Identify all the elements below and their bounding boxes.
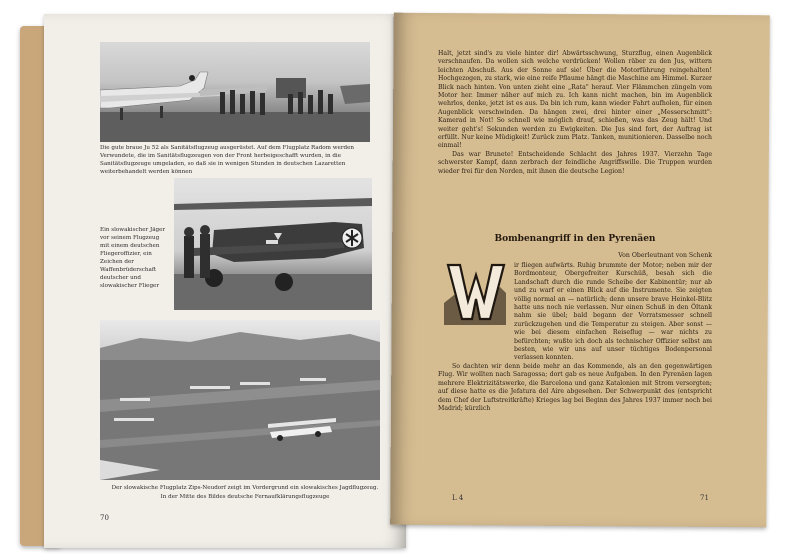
photo-airfield-zips-neudorf bbox=[100, 320, 380, 480]
right-text-block-3 bbox=[438, 262, 712, 413]
paragraph-1: Halt, jetzt sind's zu viele hinter dir! Abwärtsschwung, Sturzflug, einen Augenblick verschnaufen. Da wollen sich welche verdrücken! Wollen räber zu den Jus, wittern leichten Abschuß. Aus der Sonne auf sie! Über die Motorführung reingehalten! Hochgezogen, zu stark, wie eine reife Pflaume hängt die Maschine am Himmel. Kurzer Blick nach hinten. Von unten zieht eine „Rata" herauf. Vier Flämmchen züngeln vom Motor her. Immer näher auf mich zu. Ich kann nicht machen, bin im Augenblick wehrlos, denke, jetzt ist es aus. Da bin ich rum, kann wieder Fahrt aufholen, für einen Augenblick verschwinden. Da hängen zwei, drei hinter einer „Messerschmitt": Kamerad in Not! So schnell wie möglich drauf, schießen, was das Zeug hält! Und weiter geht's! Sekunden werden zu Ewigkeiten. Die Jus sind fort, der Auftrag ist erfüllt. Nur keine Müdigkeit! Zurück zum Platz. Tanken, munitionieren. Dasselbe noch einmal! bbox=[438, 50, 712, 150]
caption-photo-3-line2: In der Mitte des Bildes deutsche Fernaufklärungsflugzeuge bbox=[160, 494, 330, 500]
left-page-number: 70 bbox=[100, 514, 109, 522]
section-heading: Bombenangriff in den Pyrenäen bbox=[494, 234, 656, 244]
paragraph-3: ir fliegen aufwärts. Ruhig brummte der Motor; neben mir der Bordmonteur, Obergefreiter Kurschüß, besah sich die Landschaft durch die runde Scheibe der Kabinentür; nur ab und zu warf er einen Blick auf die Instrumente. Sie zeigten völlig normal an — natürlich; denn unsere brave Heinkel-Blitz hatte uns noch nie verlassen. Nur einen Schuß in den Öltank nahm sie übel; bald begann der Vorratsmesser schnell zurückzugehen und die Temperatur zu steigen. Aber sonst — wie bei diesem einfachen Reiseflug — war nichts zu befürchten; wußte ich doch als technischer Offizier selbst am besten, wie wir uns auf unser tüchtiges Bodenpersonal verlassen konnten. bbox=[514, 262, 712, 362]
right-text-block-1 bbox=[438, 50, 712, 176]
initial-letter-text: W bbox=[475, 295, 477, 296]
caption-photo-2: Ein slowakischer Jäger vor seinem Flugzeug mit einem deutschen Fliegeroffizier, ein Zeichen der Waffenbrüderschaft deutscher und slowakischer Flieger bbox=[100, 227, 166, 289]
photo-ju52-ambulance bbox=[100, 42, 370, 142]
signature-mark: L 4 bbox=[452, 494, 464, 502]
caption-photo-1: Die gute braue Ju 52 als Sanitätsflugzeug ausgerüstet. Auf dem Flugplatz Radom werden Verwundete, die im Sanitätsflugzeugen von der Front herbeigeschafft wurden, in die Sanitätsflugzeuge umgeladen, so daß sie in wenigen Stunden in deutschen Lazaretten weiterbehandelt werden können bbox=[100, 145, 355, 175]
paragraph-4: So dachten wir denn beide mehr an das Kommende, als an den gegenwärtigen Flug. Wir wollten nach Saragossa; dort gab es neue Aufgaben. In den Pyrenäen lagen mehrere Elektrizitätswerke, die Barcelona und ganz Katalonien mit Strom versorgten; auf diese hatte es die Jefatura del Aire abgesehen. Der Schwerpunkt des (entspricht dem Chef der Luftstreitkräfte) Krieges lag bei Beginn des Jahres 1937 immer noch bei Madrid; kürzlich bbox=[438, 362, 712, 412]
photo-slovak-fighter bbox=[174, 178, 372, 310]
caption-photo-3-line1: Der slowakische Flugplatz Zips-Neudorf zeigt im Vordergrund ein slowakisches Jagdflugzeug. bbox=[111, 485, 379, 491]
paragraph-2: Das war Brunete! Entscheidende Schlacht des Jahres 1937. Vierzehn Tage schwerster Kampf, dann zerbrach der feindliche Angriffswille. Die Truppen wurden wieder frei für den Norden, mit ihnen die deutsche Legion! bbox=[438, 150, 712, 175]
right-page-number: 71 bbox=[700, 494, 709, 502]
author-line: Von Oberleutnant von Schenk bbox=[618, 252, 712, 259]
